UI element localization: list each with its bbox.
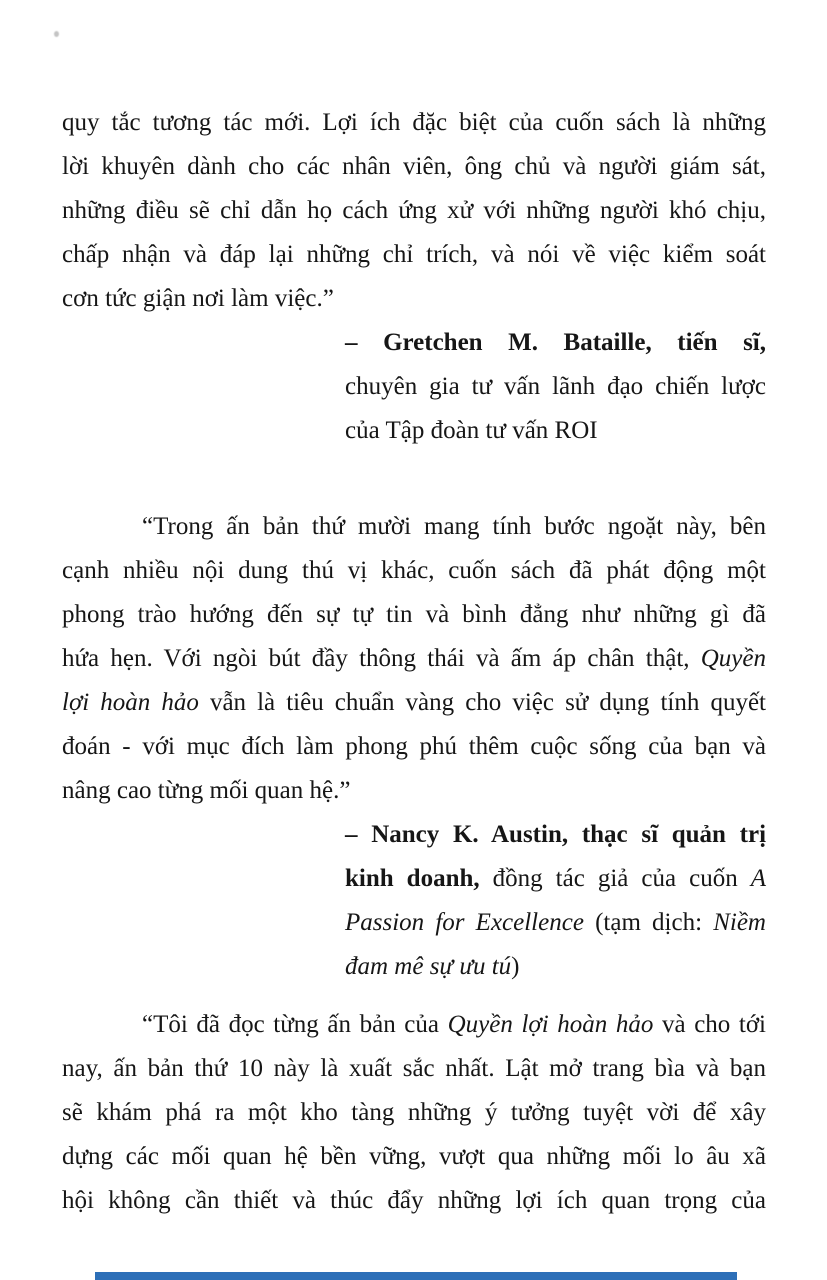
text-line: – Gretchen M. Bataille, tiến sĩ, xyxy=(345,329,766,356)
attribution-nancy-austin xyxy=(345,813,766,989)
text-line: Passion for Excellence (tạm dịch: Niềm xyxy=(345,909,766,936)
text-line: dựng các mối quan hệ bền vững, vượt qua những mối lo âu xã xyxy=(62,1143,766,1170)
text-line: hội không cần thiết và thúc đẩy những lợi ích quan trọng của xyxy=(62,1187,766,1214)
attribution-gretchen-bataille xyxy=(345,321,766,453)
text-line: cơn tức giận nơi làm việc.” xyxy=(62,285,334,312)
text-line: nay, ấn bản thứ 10 này là xuất sắc nhất. Lật mở trang bìa và bạn xyxy=(62,1055,766,1082)
text-line: hứa hẹn. Với ngòi bút đầy thông thái và ấm áp chân thật, Quyền xyxy=(62,645,766,672)
text-line: phong trào hướng đến sự tự tin và bình đẳng như những gì đã xyxy=(62,601,766,628)
text-line: quy tắc tương tác mới. Lợi ích đặc biệt của cuốn sách là những xyxy=(62,109,766,136)
text-line: nâng cao từng mối quan hệ.” xyxy=(62,777,351,804)
text-line: cạnh nhiều nội dung thú vị khác, cuốn sách đã phát động một xyxy=(62,557,766,584)
text-line: “Tôi đã đọc từng ấn bản của Quyền lợi hoàn hảo và cho tới xyxy=(142,1011,766,1038)
review-quote-3 xyxy=(62,1003,766,1223)
text-line: những điều sẽ chỉ dẫn họ cách ứng xử với những người khó chịu, xyxy=(62,197,766,224)
text-line: lời khuyên dành cho các nhân viên, ông chủ và người giám sát, xyxy=(62,153,766,180)
page-content xyxy=(62,101,766,1223)
page-bottom-bar xyxy=(95,1272,737,1280)
text-line: sẽ khám phá ra một kho tàng những ý tưởng tuyệt vời để xây xyxy=(62,1099,766,1126)
text-line: của Tập đoàn tư vấn ROI xyxy=(345,417,598,444)
text-line: đoán - với mục đích làm phong phú thêm cuộc sống của bạn và xyxy=(62,733,766,760)
text-line: “Trong ấn bản thứ mười mang tính bước ngoặt này, bên xyxy=(142,513,766,540)
review-quote-1-continuation xyxy=(62,101,766,321)
text-line: kinh doanh, đồng tác giả của cuốn A xyxy=(345,865,766,892)
review-quote-2 xyxy=(62,505,766,813)
text-line: chấp nhận và đáp lại những chỉ trích, và nói về việc kiểm soát xyxy=(62,241,766,268)
scan-artifact-dot xyxy=(54,31,59,37)
text-line: lợi hoàn hảo vẫn là tiêu chuẩn vàng cho việc sử dụng tính quyết xyxy=(62,689,766,716)
text-line: đam mê sự ưu tú) xyxy=(345,953,520,980)
text-line: chuyên gia tư vấn lãnh đạo chiến lược xyxy=(345,373,766,400)
text-line: – Nancy K. Austin, thạc sĩ quản trị xyxy=(345,821,767,848)
